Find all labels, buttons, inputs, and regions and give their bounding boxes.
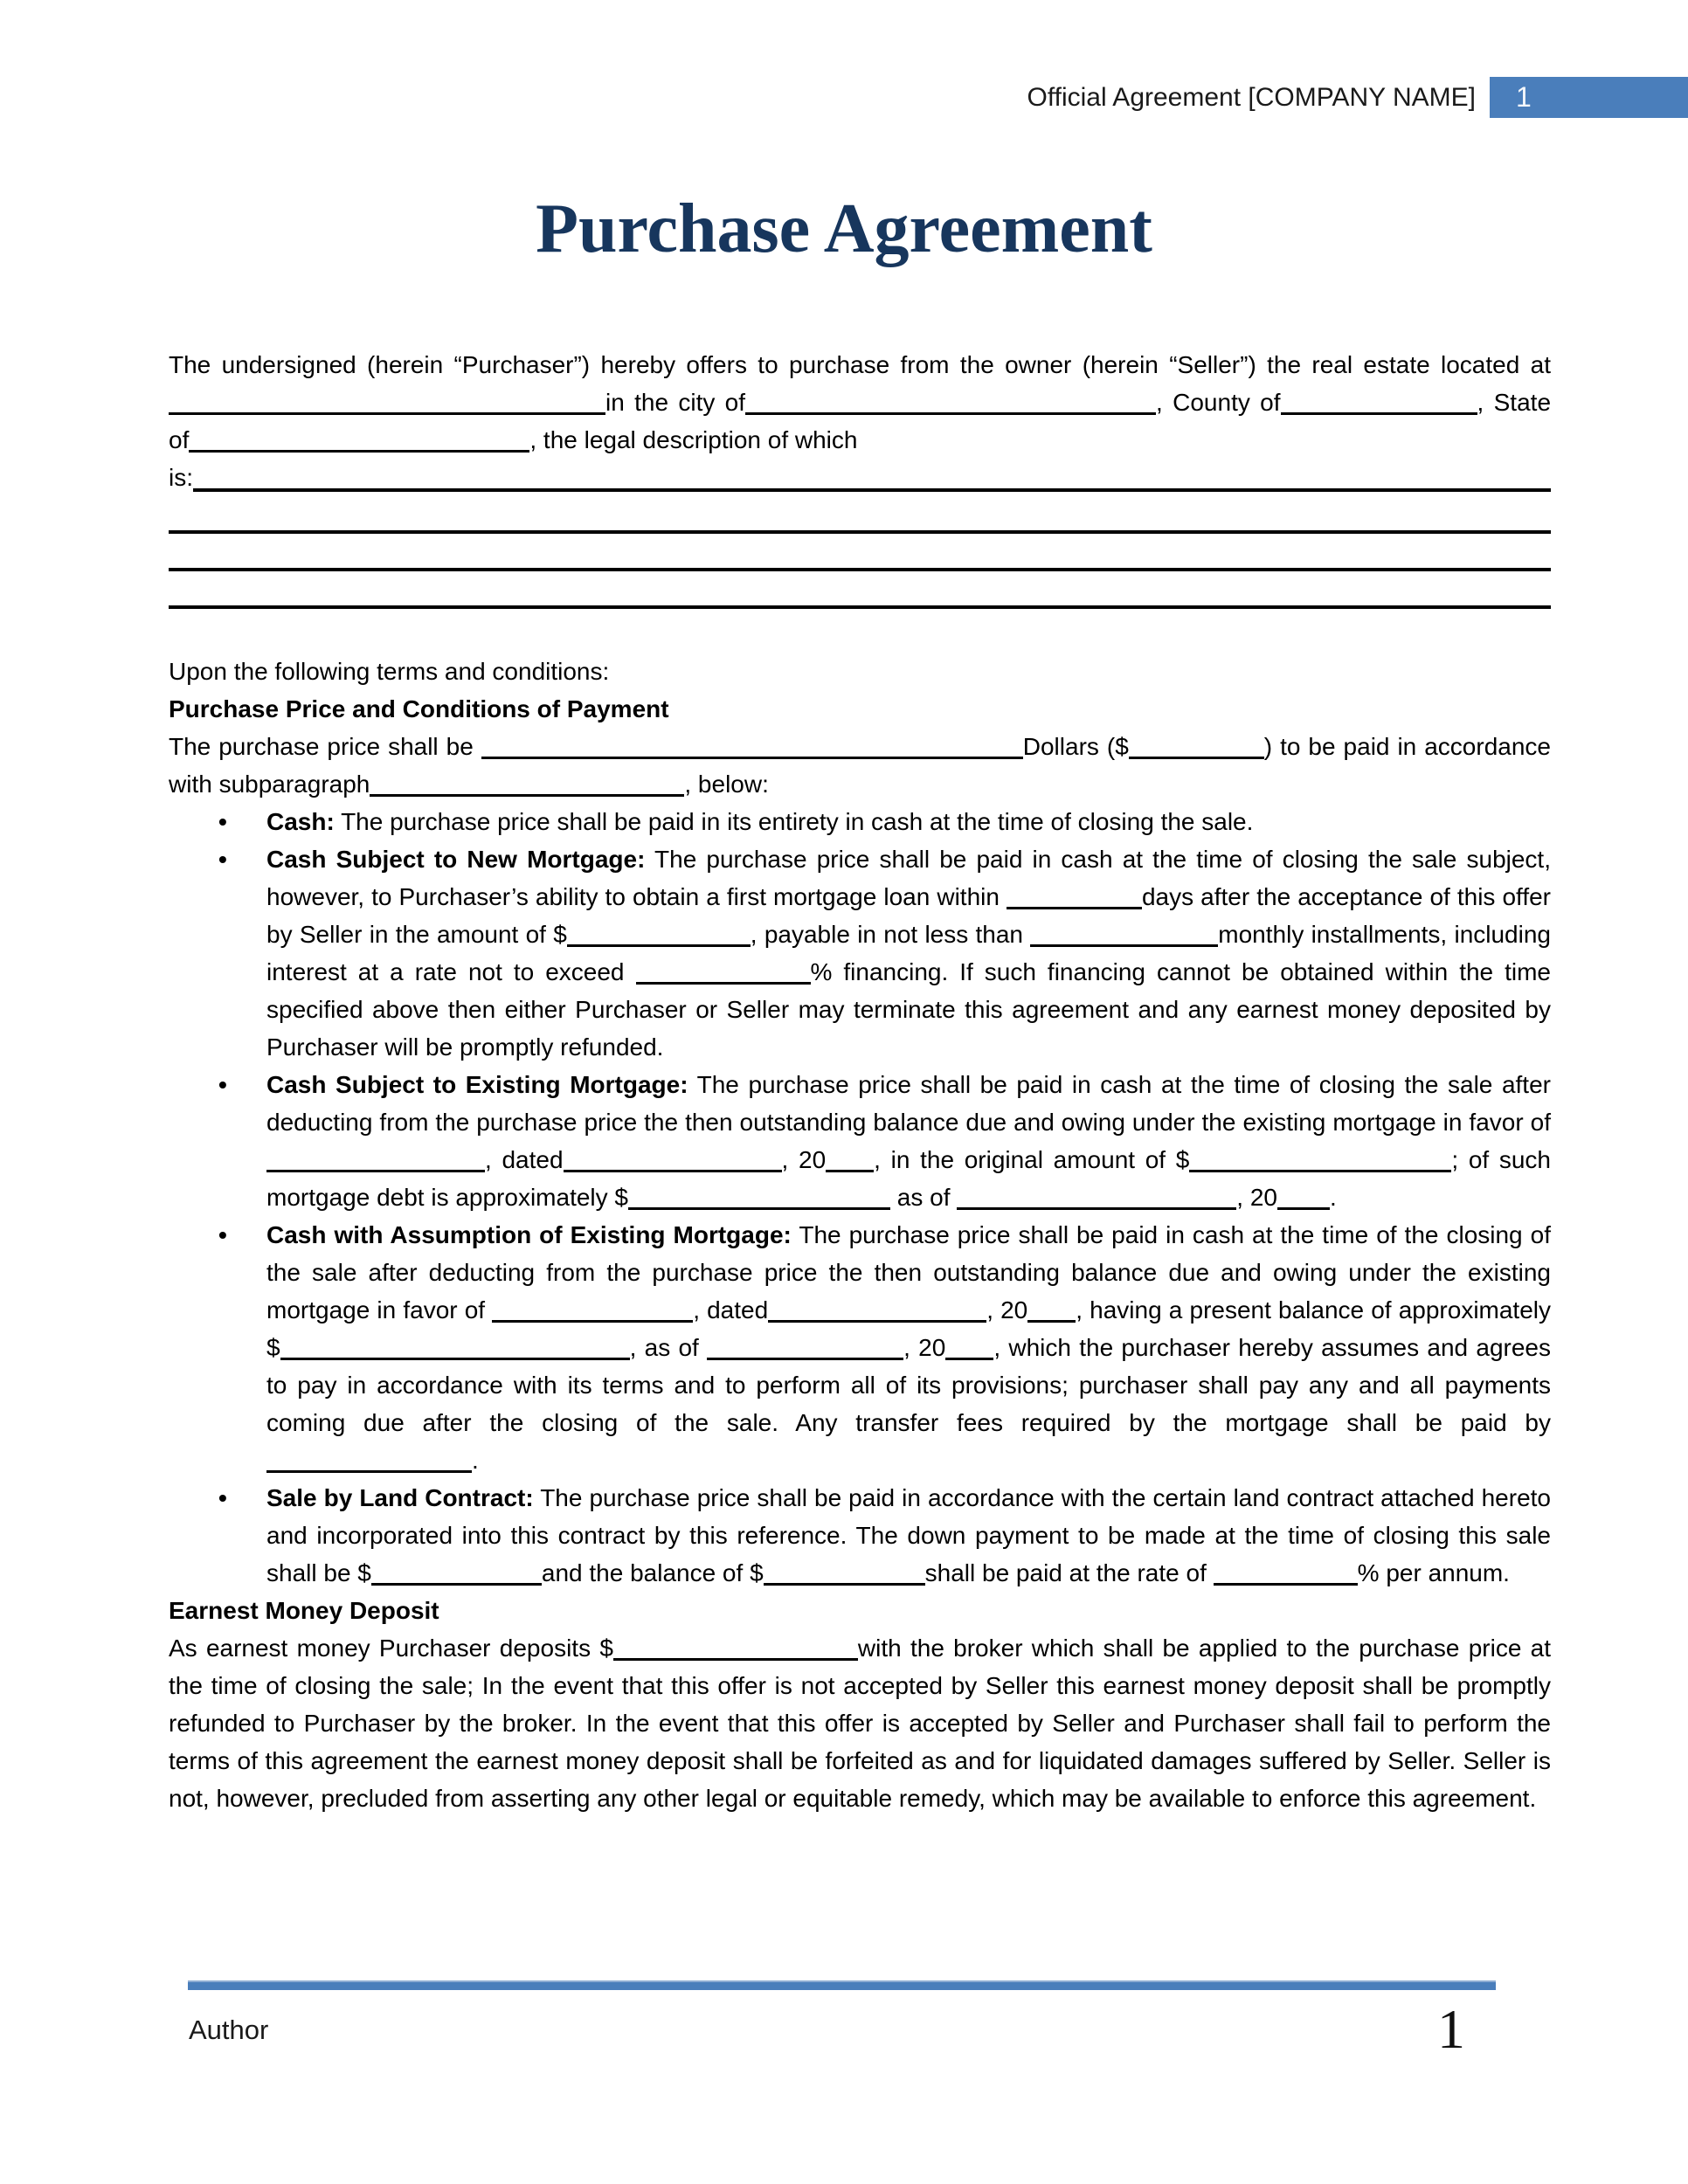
blank-address[interactable] bbox=[169, 388, 605, 415]
existing-mortgage-text-2: , dated bbox=[485, 1146, 564, 1173]
bullet-icon: • bbox=[218, 846, 227, 873]
blank-mortgage-date[interactable] bbox=[564, 1145, 782, 1172]
header-page-number-badge bbox=[1490, 77, 1688, 118]
bullet-icon: • bbox=[218, 1071, 227, 1098]
blank-transfer-fee-payer[interactable] bbox=[266, 1446, 472, 1473]
bullet-land-contract bbox=[169, 1479, 1551, 1592]
blank-county[interactable] bbox=[1281, 388, 1477, 415]
bullet-cash bbox=[169, 803, 1551, 840]
blank-price-words[interactable] bbox=[481, 732, 1023, 759]
blank-annum-rate[interactable] bbox=[1214, 1559, 1358, 1586]
assumption-text-8: . bbox=[472, 1447, 479, 1474]
header-title: Official Agreement [COMPANY NAME] bbox=[1027, 82, 1476, 112]
bullet-assumption-lead: Cash with Assumption of Existing Mortgage: bbox=[266, 1221, 792, 1248]
existing-mortgage-text-7: , 20 bbox=[1236, 1184, 1277, 1211]
blank-mortgage-year[interactable] bbox=[826, 1145, 874, 1172]
land-contract-text-3: shall be paid at the rate of bbox=[924, 1559, 1214, 1586]
bullet-cash-text: The purchase price shall be paid in its entirety in cash at the time of closing the sale. bbox=[334, 808, 1254, 835]
intro-text-1: The undersigned (herein “Purchaser”) hereby offers to purchase from the owner (herein “Seller”) the real estate located at bbox=[169, 351, 1551, 378]
document-body bbox=[169, 346, 1551, 1817]
intro-text-5: , the legal description of which bbox=[529, 426, 858, 453]
existing-mortgage-text-8: . bbox=[1329, 1184, 1337, 1211]
document-title: Purchase Agreement bbox=[536, 190, 1152, 267]
bullet-assumption bbox=[169, 1216, 1551, 1479]
bullet-icon: • bbox=[218, 1221, 227, 1248]
price-text-2: Dollars ($ bbox=[1022, 733, 1129, 760]
assumption-text-5: , as of bbox=[629, 1334, 708, 1361]
section-heading-price: Purchase Price and Conditions of Payment bbox=[169, 695, 669, 722]
blank-interest-rate[interactable] bbox=[636, 957, 811, 985]
footer-author: Author bbox=[189, 2015, 269, 2045]
price-text-1: The purchase price shall be bbox=[169, 733, 481, 760]
bullet-icon: • bbox=[218, 1484, 227, 1511]
blank-earnest-deposit[interactable] bbox=[613, 1634, 858, 1661]
blank-mortgage-year-2[interactable] bbox=[1027, 1296, 1076, 1323]
existing-mortgage-text-5: ; of such mortgage debt is approximately $ bbox=[266, 1146, 1552, 1211]
bullet-icon: • bbox=[218, 808, 227, 835]
blank-debt-amount[interactable] bbox=[628, 1183, 890, 1210]
earnest-text-1: As earnest money Purchaser deposits $ bbox=[169, 1635, 613, 1662]
blank-legal-description[interactable] bbox=[193, 459, 1551, 492]
price-text-3: ) to be paid in accordance with subparagraph bbox=[169, 733, 1551, 798]
ruled-line-1[interactable] bbox=[169, 496, 1551, 534]
blank-down-payment[interactable] bbox=[371, 1559, 542, 1586]
blank-loan-amount[interactable] bbox=[567, 920, 751, 947]
bullet-new-mortgage bbox=[169, 840, 1551, 1066]
bullet-existing-mortgage bbox=[169, 1066, 1551, 1216]
existing-mortgage-text-3: , 20 bbox=[781, 1146, 827, 1173]
legal-description-row bbox=[169, 459, 1551, 496]
bullet-land-contract-lead: Sale by Land Contract: bbox=[266, 1484, 534, 1511]
blank-city[interactable] bbox=[745, 388, 1156, 415]
new-mortgage-text-2: days after the acceptance of this offer by Seller in the amount of $ bbox=[266, 883, 1551, 948]
bullet-cash-lead: Cash: bbox=[266, 808, 335, 835]
blank-balance-asof-date[interactable] bbox=[707, 1333, 903, 1360]
assumption-text-2: , dated bbox=[693, 1296, 769, 1324]
payment-options-list bbox=[169, 803, 1551, 1592]
blank-original-amount[interactable] bbox=[1189, 1145, 1451, 1172]
price-paragraph bbox=[169, 728, 1551, 803]
blank-subparagraph[interactable] bbox=[370, 770, 684, 797]
new-mortgage-text-1: The purchase price shall be paid in cash at the time of closing the sale subject, however, to Purchaser’s ability to obtain a first mortgage loan within bbox=[266, 846, 1551, 910]
assumption-text-1: The purchase price shall be paid in cash at the time of the closing of the sale after deducting from the purchase price the then outstanding balance due and owing under the existing mortgage in favor of bbox=[266, 1221, 1551, 1324]
existing-mortgage-text-1: The purchase price shall be paid in cash at the time of closing the sale after deducting from the purchase price the then outstanding balance due and owing under the existing mortgage in favor of bbox=[266, 1071, 1551, 1136]
page-header bbox=[0, 77, 1688, 118]
assumption-text-3: , 20 bbox=[986, 1296, 1028, 1324]
ruled-line-3[interactable] bbox=[169, 571, 1551, 609]
bullet-existing-mortgage-lead: Cash Subject to Existing Mortgage: bbox=[266, 1071, 688, 1098]
intro-text-4: , State of bbox=[169, 389, 1552, 453]
land-contract-text-2: and the balance of $ bbox=[541, 1559, 764, 1586]
header-page-number: 1 bbox=[1516, 81, 1532, 113]
blank-mortgagee-2[interactable] bbox=[492, 1296, 693, 1323]
ruled-line-2[interactable] bbox=[169, 534, 1551, 571]
assumption-text-6: , 20 bbox=[903, 1334, 946, 1361]
intro-text-2: in the city of bbox=[605, 389, 746, 416]
existing-mortgage-text-6: as of bbox=[890, 1184, 958, 1211]
blank-installments[interactable] bbox=[1030, 920, 1218, 947]
blank-balance[interactable] bbox=[764, 1559, 925, 1586]
footer-page-number: 1 bbox=[1437, 1998, 1465, 2060]
bullet-new-mortgage-lead: Cash Subject to New Mortgage: bbox=[266, 846, 646, 873]
blank-price-amount[interactable] bbox=[1129, 732, 1264, 759]
assumption-text-4: , having a present balance of approximately $ bbox=[266, 1296, 1552, 1361]
blank-mortgagee[interactable] bbox=[266, 1145, 485, 1172]
intro-paragraph bbox=[169, 346, 1551, 459]
price-text-4: , below: bbox=[684, 771, 769, 798]
blank-balance-amount[interactable] bbox=[280, 1333, 630, 1360]
new-mortgage-text-4: monthly installments, including interest at a rate not to exceed bbox=[266, 921, 1551, 985]
assumption-text-7: , which the purchaser hereby assumes and agrees to pay in accordance with its terms and to perform all of its provisions; purchaser shall pay any and all payments coming due after the closing of the sale. Any transfer fees required by the mortgage shall be paid by bbox=[266, 1334, 1552, 1436]
blank-debt-asof-year[interactable] bbox=[1277, 1183, 1330, 1210]
new-mortgage-text-3: , payable in not less than bbox=[750, 921, 1031, 948]
intro-text-3: , County of bbox=[1156, 389, 1281, 416]
land-contract-text-4: % per annum. bbox=[1357, 1559, 1510, 1586]
blank-state[interactable] bbox=[189, 425, 529, 453]
earnest-paragraph bbox=[169, 1629, 1551, 1817]
is-label: is: bbox=[169, 464, 193, 491]
existing-mortgage-text-4: , in the original amount of $ bbox=[874, 1146, 1190, 1173]
blank-balance-asof-year[interactable] bbox=[945, 1333, 993, 1360]
new-mortgage-text-5: % financing. If such financing cannot be obtained within the time specified above then either Purchaser or Seller may terminate this agreement and any earnest money deposited by Purchaser will be promptly refunded. bbox=[266, 958, 1552, 1061]
earnest-text-2: with the broker which shall be applied to the purchase price at the time of closing the sale; In the event that this offer is not accepted by Seller this earnest money deposit shall be promptly refunded to Purchaser by the broker. In the event that this offer is accepted by Seller and Purchaser shall fail to perform the terms of this agreement the earnest money deposit shall be forfeited as and for liquidated damages suffered by Seller. Seller is not, however, precluded from asserting any other legal or equitable remedy, which may be available to enforce this agreement. bbox=[169, 1635, 1551, 1812]
footer-rule bbox=[188, 1980, 1496, 1990]
land-contract-text-1: The purchase price shall be paid in accordance with the certain land contract attached hereto and incorporated into this contract by this reference. The down payment to be made at the time of closing this sale shall be $ bbox=[266, 1484, 1552, 1586]
blank-mortgage-date-2[interactable] bbox=[768, 1296, 986, 1323]
blank-debt-asof-date[interactable] bbox=[957, 1183, 1236, 1210]
section-heading-earnest: Earnest Money Deposit bbox=[169, 1597, 439, 1624]
blank-loan-days[interactable] bbox=[1007, 882, 1142, 909]
terms-intro: Upon the following terms and conditions: bbox=[169, 658, 610, 685]
